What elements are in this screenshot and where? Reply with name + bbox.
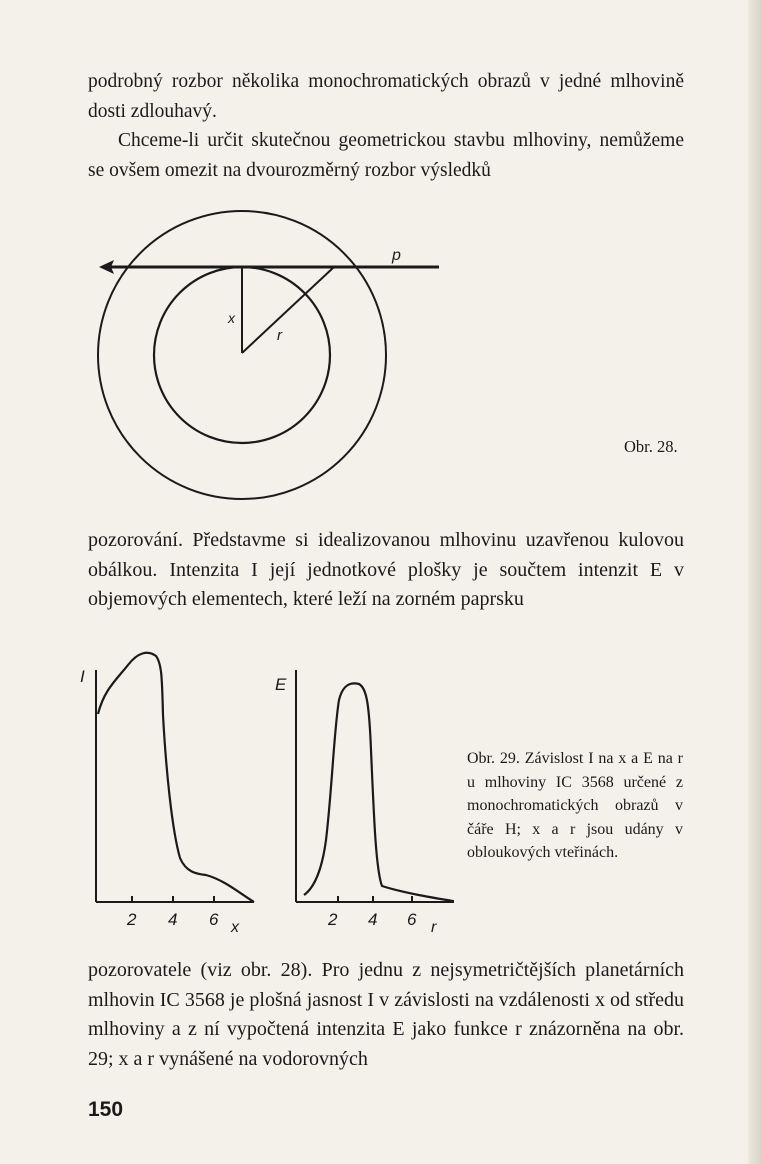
plot-E-vs-r: [275, 670, 454, 936]
left-tick-label-2: 2: [127, 910, 137, 929]
figure-29-intensity-plots: [74, 640, 454, 940]
page-edge-shadow: [748, 0, 762, 1164]
figure-28-nebula-diagram: [92, 200, 444, 506]
figure-28-caption: Obr. 28.: [624, 437, 678, 456]
intensity-I-curve: [98, 653, 254, 902]
label-p: p: [392, 247, 401, 264]
text-block-middle: [88, 526, 684, 615]
text-block-top: [88, 67, 684, 185]
plot-I-vs-x: [80, 653, 254, 936]
left-tick-label-6: 6: [209, 910, 219, 929]
outer-shell-circle: [98, 211, 386, 499]
paragraph-top: podrobný rozbor několika monochromatických obrazů v jedné mlhovině dosti zdlouhavý.: [88, 71, 684, 122]
label-x: x: [228, 310, 235, 326]
paragraph-geometry: Chceme-li určit skutečnou geometrickou stavbu mlhoviny, nemůžeme se ovšem omezit na dvourozměrný rozbor výsledků: [88, 130, 684, 181]
right-tick-label-2: 2: [328, 910, 338, 929]
intensity-E-curve: [304, 683, 454, 902]
label-r: r: [277, 327, 282, 344]
paragraph-idealized: pozorování. Představme si idealizovanou mlhovinu uzavřenou kulovou obálkou. Intenzita I její jednotkové plošky je součtem intenzit E v objemových elementech, které leží na zorném paprsku: [88, 529, 684, 610]
left-tick-label-4: 4: [168, 910, 178, 929]
right-tick-label-4: 4: [368, 910, 378, 929]
label-x-axis: x: [231, 919, 239, 936]
label-I: I: [80, 667, 85, 686]
right-tick-label-6: 6: [407, 910, 417, 929]
page-number: 150: [88, 1098, 124, 1121]
label-r-axis: r: [431, 919, 437, 936]
figure-29-caption: Obr. 29. Závislost I na x a E na r u mlhoviny IC 3568 určené z monochromatických obrazů v čáře H; x a r jsou udány v obloukových vteřinách.: [467, 750, 683, 861]
paragraph-ic3568: pozorovatele (viz obr. 28). Pro jednu z nejsymetričtějších planetárních mlhovin IC 3568 je plošná jasnost I v závislosti na vzdálenosti x od středu mlhoviny a z ní vypočtená intenzita E jako funkce r znázorněna na obr. 29; x a r vynášené na vodorovných: [88, 959, 684, 1070]
label-E: E: [275, 675, 287, 694]
text-block-bottom: [88, 956, 684, 1074]
